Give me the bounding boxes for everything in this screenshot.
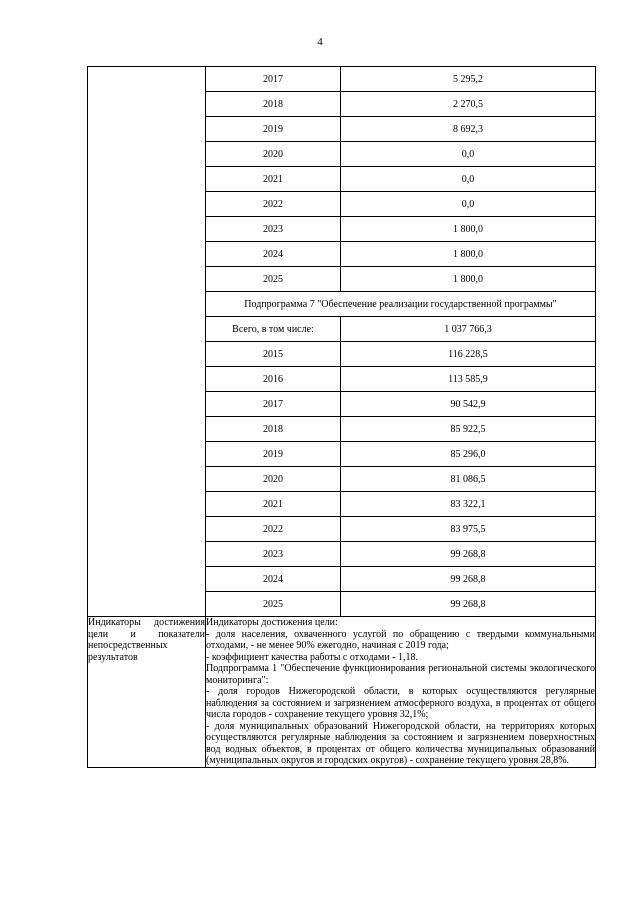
year-cell: 2019 <box>206 117 341 142</box>
indicator-line: Подпрограмма 1 "Обеспечение функционирования региональной системы экологического мониторинга": <box>206 663 595 686</box>
value-cell: 1 800,0 <box>341 242 596 267</box>
year-cell: 2020 <box>206 467 341 492</box>
value-cell: 113 585,9 <box>341 367 596 392</box>
year-cell: 2025 <box>206 592 341 617</box>
value-cell: 81 086,5 <box>341 467 596 492</box>
value-cell: 116 228,5 <box>341 342 596 367</box>
value-cell: 1 800,0 <box>341 267 596 292</box>
indicators-label: Индикаторы достижения цели и показатели непосредственных результатов <box>88 617 206 768</box>
year-cell: 2017 <box>206 67 341 92</box>
value-cell: 2 270,5 <box>341 92 596 117</box>
year-cell: 2022 <box>206 517 341 542</box>
year-cell: 2022 <box>206 192 341 217</box>
indicator-line: Индикаторы достижения цели: <box>206 617 338 628</box>
indicator-line: - доля городов Нижегородской области, в которых осуществляются регулярные наблюдения за состоянием и загрязнением атмосферного воздуха, в процентах от общего числа городов - сохранение текущего уровня 32,1%; <box>206 686 595 720</box>
indicator-line: - доля населения, охваченного услугой по обращению с твердыми коммунальными отходами, - не менее 90% ежегодно, начиная с 2019 года; <box>206 628 595 651</box>
year-cell: 2019 <box>206 442 341 467</box>
total-label: Всего, в том числе: <box>206 317 341 342</box>
value-cell: 0,0 <box>341 142 596 167</box>
page-number: 4 <box>317 36 323 48</box>
year-cell: 2024 <box>206 567 341 592</box>
subprogram-7-title: Подпрограмма 7 "Обеспечение реализации государственной программы" <box>206 292 596 317</box>
year-cell: 2015 <box>206 342 341 367</box>
value-cell: 0,0 <box>341 167 596 192</box>
year-cell: 2018 <box>206 92 341 117</box>
year-cell: 2025 <box>206 267 341 292</box>
year-cell: 2020 <box>206 142 341 167</box>
value-cell: 8 692,3 <box>341 117 596 142</box>
table-row <box>88 67 596 92</box>
indicators-text <box>206 617 596 768</box>
year-cell: 2018 <box>206 417 341 442</box>
value-cell: 83 322,1 <box>341 492 596 517</box>
value-cell: 99 268,8 <box>341 592 596 617</box>
empty-label-cell <box>88 67 206 617</box>
value-cell: 85 296,0 <box>341 442 596 467</box>
year-cell: 2023 <box>206 542 341 567</box>
indicator-line: - доля муниципальных образований Нижегородской области, на территориях которых осуществляются регулярные наблюдения за состоянием и загрязнением поверхностных вод водных объектов, в процентах от общего количества муниципальных образований (муниципальных округов и городских округов) - сохранение текущего уровня 28,8%. <box>206 720 595 766</box>
year-cell: 2023 <box>206 217 341 242</box>
value-cell: 0,0 <box>341 192 596 217</box>
year-cell: 2016 <box>206 367 341 392</box>
value-cell: 99 268,8 <box>341 567 596 592</box>
year-cell: 2021 <box>206 167 341 192</box>
year-cell: 2017 <box>206 392 341 417</box>
funding-table <box>87 66 596 768</box>
year-cell: 2024 <box>206 242 341 267</box>
indicators-row <box>88 617 596 768</box>
value-cell: 99 268,8 <box>341 542 596 567</box>
value-cell: 90 542,9 <box>341 392 596 417</box>
value-cell: 83 975,5 <box>341 517 596 542</box>
value-cell: 5 295,2 <box>341 67 596 92</box>
total-value: 1 037 766,3 <box>341 317 596 342</box>
value-cell: 85 922,5 <box>341 417 596 442</box>
value-cell: 1 800,0 <box>341 217 596 242</box>
year-cell: 2021 <box>206 492 341 517</box>
indicator-line: - коэффициент качества работы с отходами - 1,18. <box>206 651 418 663</box>
